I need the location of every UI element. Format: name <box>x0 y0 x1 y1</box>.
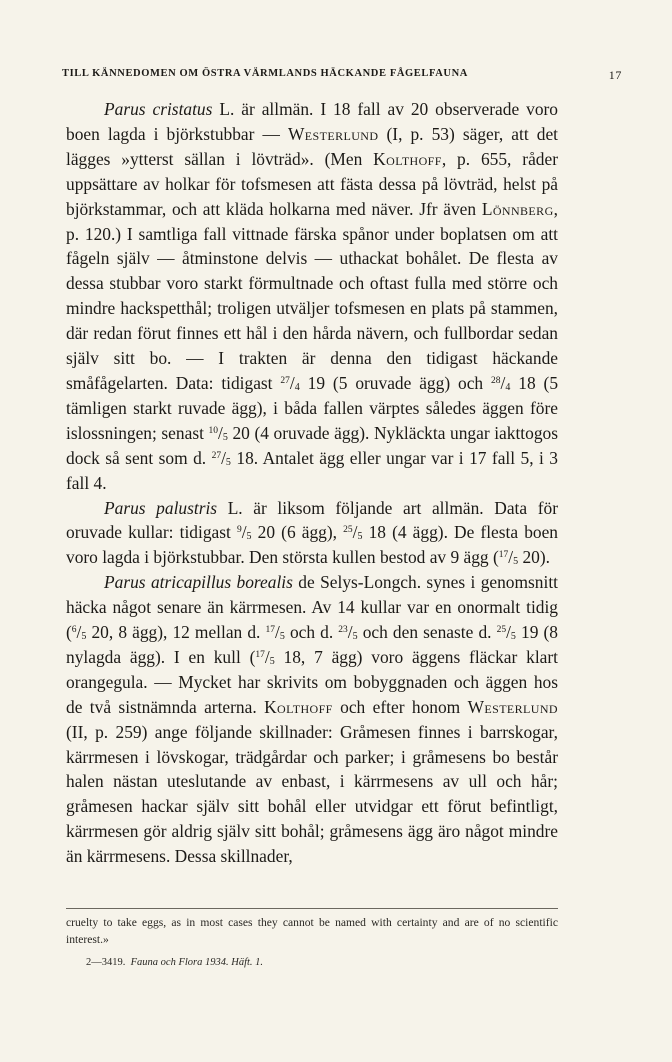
date-day: 9 <box>236 525 242 536</box>
date-day: 6 <box>71 625 77 636</box>
running-title: TILL KÄNNEDOMEN OM ÖSTRA VÄRMLANDS HÄCKANDE FÅGELFAUNA <box>62 68 468 79</box>
date-month: 4 <box>294 381 300 393</box>
date-month: 5 <box>246 531 252 543</box>
date-day: 23 <box>338 625 348 636</box>
species-name: Parus atricapillus borealis <box>104 572 293 593</box>
date-day: 10 <box>208 425 219 436</box>
date-month: 5 <box>225 456 231 468</box>
date-month: 5 <box>352 631 358 643</box>
author-name: Kolthoff <box>373 148 442 169</box>
date-day: 27 <box>280 375 290 386</box>
page-number: 17 <box>608 68 622 82</box>
date-day: 28 <box>491 375 501 386</box>
author-name: Lönnberg <box>481 198 554 219</box>
article-body <box>66 97 558 869</box>
date-month: 5 <box>357 531 363 543</box>
date-month: 5 <box>81 631 87 643</box>
author-name: Kolthoff <box>264 696 333 717</box>
date-day: 27 <box>211 450 222 461</box>
date-month: 5 <box>222 431 228 443</box>
paragraph-parus-cristatus: Parus cristatus L. är allmän. I 18 fall av 20 observerade voro boen lagda i björkstubbar — Westerlund (I, p. 53) säger, att det lägges »ytterst sällan i lövträd». (Men Kolthoff, p. 655, råder uppsättare av holkar för tofsmesen att fästa dessa på lövträd, helst på björkstammar, och att kläda holkarna med näver. Jfr även Lönnberg, p. 120.) I samtliga fall vittnade färska spånor under boplatsen om att fågeln själv — åtminstone delvis — uthackat bohålet. De flesta av dessa stubbar voro starkt förmultnade och oftast fulla med större och mindre hackspetthål; troligen utväljer tofsmesen en plats på stammen, där redan förut finnes ett hål i den hårda nävern, och fullbordar sedan själv sitt bo. — I trakten är denna den tidigast häckande småfågelarten. Data: tidigast $^{27}/_4$ 19 (5 oruvade ägg) och $^{28}/_4$ 18 (5 tämligen starkt ruvade ägg), i båda fallen värptes således äggen före islossningen; senast $^{10}/_5$ 20 (4 oruvade ägg). Nykläckta ungar iakttogos dock så sent som d. $^{27}/_5$ 18. Antalet ägg eller ungar var i 17 fall 5, i 3 fall 4. <box>66 99 559 493</box>
date-day: 25 <box>496 625 507 636</box>
date-month: 5 <box>510 631 516 643</box>
date-day: 17 <box>498 550 509 561</box>
species-name: Parus palustris <box>104 497 218 518</box>
author-name: Westerlund <box>467 696 558 717</box>
date-month: 5 <box>269 655 275 667</box>
date-day: 25 <box>343 525 353 536</box>
running-header <box>62 68 622 82</box>
paragraph-parus-palustris: Parus palustris L. är liksom följande art allmän. Data för oruvade kullar: tidigast $^9/_5$ 20 (6 ägg), $^{25}/_5$ 18 (4 ägg). De flesta boen voro lagda i björkstubbar. Den största kullen bestod av 9 ägg ($^{17}/_5$ 20). <box>66 497 558 568</box>
date-day: 17 <box>265 625 275 636</box>
footnote-divider <box>66 908 558 909</box>
footnote: cruelty to take eggs, as in most cases they cannot be named with certainty and are of no scientific interest.» <box>66 916 558 946</box>
date-day: 17 <box>255 649 265 660</box>
printer-signature <box>86 957 263 968</box>
date-month: 4 <box>505 381 511 393</box>
sheet-number: 2—3419. <box>86 957 126 968</box>
species-name: Parus cristatus <box>104 99 213 119</box>
journal-reference: Fauna och Flora 1934. Häft. 1. <box>130 957 264 968</box>
author-name: Westerlund <box>287 123 379 144</box>
date-month: 5 <box>279 631 285 643</box>
paragraph-parus-atricapillus: Parus atricapillus borealis de Selys-Longch. synes i genomsnitt häcka något senare än kärrmesen. Av 14 kullar var en onormalt tidig ($^6/_5$ 20, 8 ägg), 12 mellan d. $^{17}/_5$ och d. $^{23}/_5$ och den senaste d. $^{25}/_5$ 19 (8 nylagda ägg). I en kull ($^{17}/_5$ 18, 7 ägg) voro äggens fläckar klart orangegula. — Mycket har skrivits om bobyggnaden och äggen hos de två sistnämnda arterna. Kolthoff och efter honom Westerlund (II, p. 259) ange följande skillnader: Gråmesen finnes i barrskogar, kärrmesen i lövskogar, trädgårdar och parker; i gråmesens bo består halen nästan uteslutande av enbast, i kärrmesens av ull och hår; gråmesen hackar själv sitt bohål eller utvidgar ett förut befintligt, kärrmesen gör aldrig själv sitt bohål; gråmesens ägg äro något mindre än kärrmesens. Dessa skillnader, <box>66 572 558 867</box>
date-month: 5 <box>513 556 519 568</box>
